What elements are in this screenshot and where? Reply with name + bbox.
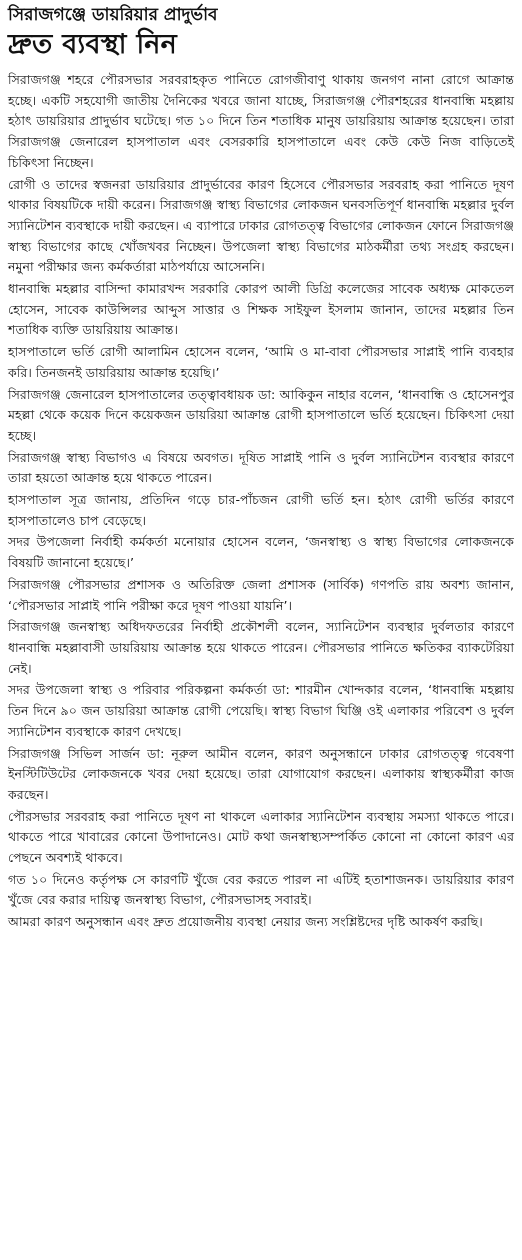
article-paragraph: পৌরসভার সরবরাহ করা পানিতে দূষণ না থাকলে এলাকার স্যানিটেশন ব্যবস্থায় সমস্যা থাকতে পারে। থাকতে পারে খাবারের কোনো উপাদানেও। মোট কথা জনস্বাস্থ্যসম্পর্কিত কোনো না কোনো কারণ এর পেছনে অবশ্যই থাকবে।	[8, 808, 514, 866]
article-kicker: সিরাজগঞ্জে ডায়রিয়ার প্রাদুর্ভাব	[8, 5, 218, 25]
article-headline: দ্রুত ব্যবস্থা নিন	[8, 29, 178, 60]
article-paragraph: সিরাজগঞ্জ জনস্বাস্থ্য অধিদফতরের নির্বাহী প্রকৌশলী বলেন, স্যানিটেশন ব্যবস্থার দুর্বলতার কারণে ধানবান্ধি মহল্লাবাসী ডায়রিয়ায় আক্রান্ত হয়ে থাকতে পারেন। পৌরসভার পানিতে ক্ষতিকর ব্যাকটেরিয়া নেই।	[8, 619, 514, 676]
article-paragraph: সদর উপজেলা নির্বাহী কর্মকর্তা মনোয়ার হোসেন বলেন, ‘জনস্বাস্থ্য ও স্বাস্থ্য বিভাগের লোকজনকে বিষয়টি জানানো হয়েছে।’	[8, 534, 514, 571]
article-paragraph: হাসপাতালে ভর্তি রোগী আলামিন হোসেন বলেন, ‘আমি ও মা-বাবা পৌরসভার সাপ্লাই পানি ব্যবহার করি। তিনজনই ডায়রিয়ায় আক্রান্ত হয়েছি।’	[8, 344, 514, 380]
article-paragraph: গত ১০ দিনেও কর্তৃপক্ষ সে কারণটি খুঁজে বের করতে পারল না এটিই হতাশাজনক। ডায়রিয়ার কারণ খুঁজে বের করার দায়িত্ব জনস্বাস্থ্য বিভাগ, পৌরসভাসহ সবারই।	[8, 871, 514, 908]
article-paragraph: রোগী ও তাদের স্বজনরা ডায়রিয়ার প্রাদুর্ভাবের কারণ হিসেবে পৌরসভার সরবরাহ করা পানিতে দূষণ থাকার বিষয়টিকে দায়ী করেন। সিরাজগঞ্জ স্বাস্থ্য বিভাগের লোকজন ঘনবসতিপূর্ণ ধানবান্ধি মহল্লার দুর্বল স্যানিটেশন ব্যবস্থাকে দায়ী করছেন। এ ব্যাপারে ঢাকার রোগতত্ত্ব বিভাগের লোকজন ফোনে সিরাজগঞ্জ স্বাস্থ্য বিভাগের কাছে খোঁজখবর নিচ্ছেন। উপজেলা স্বাস্থ্য বিভাগের মাঠকর্মীরা তথ্য সংগ্রহ করছেন। নমুনা পরীক্ষার জন্য কর্মকর্তারা মাঠপর্যায়ে আসেননি।	[8, 176, 514, 275]
article-body	[8, 70, 514, 933]
article-paragraph: সিরাজগঞ্জ শহরে পৌরসভার সরবরাহকৃত পানিতে রোগজীবাণু থাকায় জনগণ নানা রোগে আক্রান্ত হচ্ছে। একটি সহযোগী জাতীয় দৈনিকের খবরে জানা যাচ্ছে, সিরাজগঞ্জ পৌরশহরের ধানবান্ধি মহল্লায় হঠাৎ ডায়রিয়ার প্রাদুর্ভাব ঘটেছে। গত ১০ দিনে তিন শতাধিক মানুষ ডায়রিয়ায় আক্রান্ত হয়েছেন। তারা সিরাজগঞ্জ জেনারেল হাসপাতাল এবং বেসরকারি হাসপাতালে এবং কেউ কেউ নিজ বাড়িতেই চিকিৎসা নিচ্ছেন।	[8, 72, 514, 170]
article-paragraph: সিরাজগঞ্জ পৌরসভার প্রশাসক ও অতিরিক্ত জেলা প্রশাসক (সার্বিক) গণপতি রায় অবশ্য জানান, ‘পৌরসভার সাপ্লাই পানি পরীক্ষা করে দূষণ পাওয়া যায়নি’।	[8, 576, 514, 613]
article-paragraph: ধানবান্ধি মহল্লার বাসিন্দা কামারখন্দ সরকারি কোরপ আলী ডিগ্রি কলেজের সাবেক অধ্যক্ষ মোকতেল হোসেন, সাবেক কাউন্সিলর আব্দুস সাত্তার ও শিক্ষক সাইফুল ইসলাম জানান, তাদের মহল্লার তিন শতাধিক ব্যক্তি ডায়রিয়ায় আক্রান্ত।	[8, 281, 514, 338]
article-paragraph: সিরাজগঞ্জ জেনারেল হাসপাতালের তত্ত্বাবধায়ক ডা: আকিকুন নাহার বলেন, ‘ধানবান্ধি ও হোসেনপুর মহল্লা থেকে কয়েক দিনে কয়েকজন ডায়রিয়া আক্রান্ত রোগী হাসপাতালে ভর্তি হয়েছেন। চিকিৎসা দেয়া হচ্ছে।	[8, 386, 514, 443]
article-paragraph: আমরা কারণ অনুসন্ধান এবং দ্রুত প্রয়োজনীয় ব্যবস্থা নেয়ার জন্য সংশ্লিষ্টদের দৃষ্টি আকর্ষণ করছি।	[8, 914, 483, 930]
article-paragraph: সদর উপজেলা স্বাস্থ্য ও পরিবার পরিকল্পনা কর্মকর্তা ডা: শারমীন খোন্দকার বলেন, ‘ধানবান্ধি মহল্লায় তিন দিনে ৯০ জন ডায়রিয়া আক্রান্ত রোগী পেয়েছি। স্বাস্থ্য বিভাগ ঘিঞ্জি ওই এলাকার পরিবেশ ও দুর্বল স্যানিটেশন ব্যবস্থাকে কারণ দেখছে।	[8, 682, 514, 739]
article-paragraph: সিরাজগঞ্জ স্বাস্থ্য বিভাগও এ বিষয়ে অবগত। দূষিত সাপ্লাই পানি ও দুর্বল স্যানিটেশন ব্যবস্থার কারণে তারা হয়তো আক্রান্ত হয়ে থাকতে পারেন।	[8, 449, 514, 486]
article-paragraph: হাসপাতাল সূত্র জানায়, প্রতিদিন গড়ে চার-পাঁচজন রোগী ভর্তি হন। হঠাৎ রোগী ভর্তির কারণে হাসপাতালেও চাপ বেড়েছে।	[8, 492, 514, 528]
article-paragraph: সিরাজগঞ্জ সিভিল সার্জন ডা: নূরুল আমীন বলেন, কারণ অনুসন্ধানে ঢাকার রোগতত্ত্ব গবেষণা ইনস্টিটিউটের লোকজনকে খবর দেয়া হয়েছে। তারা যোগাযোগ করছেন। এলাকায় স্বাস্থ্যকর্মীরা কাজ করছেন।	[8, 745, 514, 802]
